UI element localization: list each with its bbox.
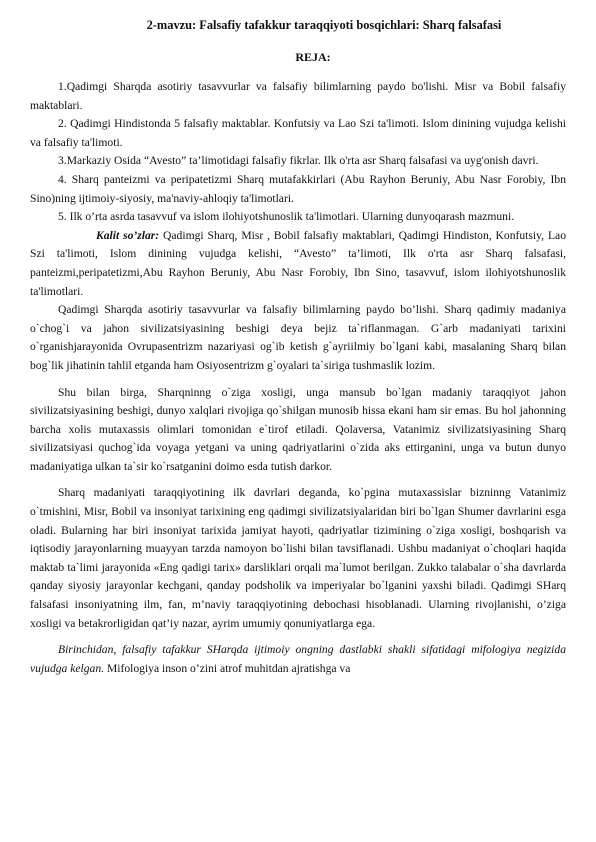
plan-item: 2. Qadimgi Hindistonda 5 falsafiy maktablar. Konfutsiy va Lao Szi ta'limoti. Islom dinining vujudga kelishi va falsafiy ta'limoti. bbox=[30, 117, 566, 149]
document-title: 2-mavzu: Falsafiy tafakkur taraqqiyoti bosqichlari: Sharq falsafasi bbox=[146, 18, 502, 32]
keywords-paragraph bbox=[30, 227, 566, 301]
body-paragraph: Qadimgi Sharqda asotiriy tasavvurlar va falsafiy bilimlarning paydo bo’lishi. Sharq qadimiy madaniya o`chog`i va jahon sivilizatsiyasining beshigi deya bejiz ta`riflanmagan. G`arb madaniyati tarixini o`rganishjarayonida Ovrupasentrizm nazariyasi og`ib ketish g`ayriilmiy bo`lgani kabi, masalaning Sharq bilan bog`lik jihatinin tahlil etganda ham Osiyosentrizm g`oyalari ta`siriga tushmaslik lozim. bbox=[30, 303, 566, 372]
keywords-text: Qadimgi Sharq, Misr , Bobil falsafiy maktablari, Qadimgi Hindiston, Konfutsiy, Lao Szi ta'limoti, Islom dinining vujudga kelishi, “Avesto” ta’limoti, Ilk o'rta asr Sharq falsafasi, panteizmi,peripatetizmi,Abu Rayhon Beruniy, Abu Nasr Forobiy, Ibn Sino, tasavvuf, islom ilohiyotshunoslik ta'limotlari. bbox=[30, 228, 566, 298]
italic-lead-sentence: Birinchidan, falsafiy tafakkur SHarqda ijtimoiy ongning dastlabki shakli sifatidagi mifologiya negizida vujudga kelgan. bbox=[30, 643, 566, 675]
plan-heading: REJA: bbox=[295, 50, 331, 64]
body-text bbox=[30, 301, 566, 678]
body-paragraph: Sharq madaniyati taraqqiyotining ilk davrlari deganda, ko`pgina mutaxassislar bizninng Vatanimiz o`tmishini, Misr, Bobil va insoniyat tarixining eng qadimgi sivilizatsiyalaridan biri bo`lgan Shumer davrlarini esga oladi. Bularning har biri insoniyat tarixida jamiyat hayoti, qadriyatlar tizimining o`ziga xosligi, boshqarish va iqtisodiy jarayonlarning muayyan tarzda namoyon bo`lishi bilan tavsiflanadi. Ushbu madaniyat o`choqlari haqida maktab ta`limi jarayonida «Eng qadigi tarix» darsliklari orqali ma`lumot berilgan. Zukko talabalar o`sha davrlarda qanday siyosiy jarayonlar kechgani, qanday podsholik va imperiyalar bo`lganini yaxshi biladi. Qadimgi SHarq falsafasi insoniyatning ilm, fan, m’naviy taraqqiyotining debochasi hisoblanadi. Ularning rivojlanishi, o’ziga xosligi va betakrorligidan qat’iy nazar, ayrim umumiy qonuniyatlarga ega. bbox=[30, 486, 566, 630]
plan-item: 3.Markaziy Osida “Avesto” ta’limotidagi falsafiy fikrlar. Ilk o'rta asr Sharq falsafasi va uyg'onish davri. bbox=[58, 154, 539, 168]
plan-item: 4. Sharq panteizmi va peripatetizmi Sharq mutafakkirlari (Abu Rayhon Beruniy, Abu Nasr Forobiy, Ibn Sino)ning ijtimoiy-siyosiy, ma'naviy-ahloqiy ta'limotlari. bbox=[30, 172, 566, 205]
plan-item: 5. Ilk o’rta asrda tasavvuf va islom ilohiyotshunoslik ta'limotlari. Ularning dunyoqarash mazmuni. bbox=[58, 210, 515, 224]
plan-item: 1.Qadimgi Sharqda asotiriy tasavvurlar va falsafiy bilimlarning paydo bo'lishi. Misr va Bobil falsafiy maktablari. bbox=[30, 80, 566, 112]
paragraph-continuation: Mifologiya inson o’zini atrof muhitdan ajratishga va bbox=[104, 661, 351, 675]
plan-list bbox=[30, 78, 566, 227]
body-paragraph-last bbox=[30, 641, 566, 678]
keywords-label: Kalit so’zlar: bbox=[96, 228, 160, 242]
body-paragraph: Shu bilan birga, Sharqninng o`ziga xosligi, unga mansub bo`lgan madaniy taraqqiyot jahon sivilizatsiyasining beshigi, dunyo xalqlari rivojiga qo`shilgan munosib hissa ekani ham sir emas. Bu hol jahonning barcha xolis mutaxassis olimlari tomonidan e`tirof etiladi. Qolaversa, Vatanimiz sivilizatsiyasining Sharq sivilizatsiyasi quchog`ida voyaga yetgani va uning qadriyatlarini o`zida aks ettirganini, unga va butun dunyo madaniyatiga ulkan ta`sir ko`rsatganini doimo esda tutish darkor. bbox=[30, 385, 566, 473]
